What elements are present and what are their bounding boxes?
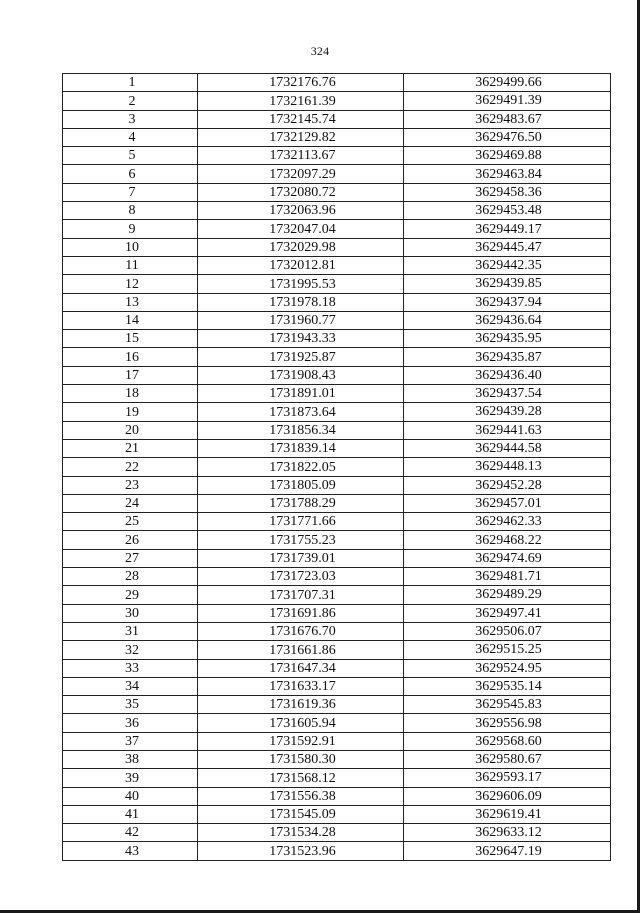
y-coordinate-cell: 3629441.63: [404, 421, 611, 439]
x-coordinate-cell: 1731960.77: [198, 311, 404, 329]
x-coordinate-cell: 1731943.33: [198, 330, 404, 348]
y-coordinate-cell: 3629580.67: [404, 750, 611, 768]
x-coordinate-cell: 1731856.34: [198, 421, 404, 439]
point-number-cell: 39: [63, 769, 198, 787]
table-row: [63, 787, 611, 805]
y-coordinate-cell: 3629439.85: [404, 275, 611, 293]
y-coordinate-cell: 3629489.29: [404, 586, 611, 604]
y-coordinate-cell: 3629633.12: [404, 824, 611, 842]
point-number-cell: 1: [63, 74, 198, 92]
table-row: [63, 385, 611, 403]
table-row: [63, 476, 611, 494]
point-number-cell: 10: [63, 238, 198, 256]
y-coordinate-cell: 3629491.39: [404, 92, 611, 110]
x-coordinate-cell: 1731545.09: [198, 805, 404, 823]
point-number-cell: 2: [63, 92, 198, 110]
y-coordinate-cell: 3629445.47: [404, 238, 611, 256]
point-number-cell: 3: [63, 110, 198, 128]
point-number-cell: 7: [63, 183, 198, 201]
table-row: [63, 568, 611, 586]
point-number-cell: 40: [63, 787, 198, 805]
x-coordinate-cell: 1731633.17: [198, 677, 404, 695]
x-coordinate-cell: 1731605.94: [198, 714, 404, 732]
y-coordinate-cell: 3629506.07: [404, 622, 611, 640]
y-coordinate-cell: 3629435.87: [404, 348, 611, 366]
point-number-cell: 23: [63, 476, 198, 494]
point-number-cell: 33: [63, 659, 198, 677]
point-number-cell: 43: [63, 842, 198, 860]
y-coordinate-cell: 3629568.60: [404, 732, 611, 750]
y-coordinate-cell: 3629439.28: [404, 403, 611, 421]
point-number-cell: 5: [63, 147, 198, 165]
y-coordinate-cell: 3629437.94: [404, 293, 611, 311]
table-row: [63, 824, 611, 842]
table-row: [63, 403, 611, 421]
x-coordinate-cell: 1731723.03: [198, 568, 404, 586]
x-coordinate-cell: 1732029.98: [198, 238, 404, 256]
point-number-cell: 22: [63, 458, 198, 476]
point-number-cell: 19: [63, 403, 198, 421]
x-coordinate-cell: 1732113.67: [198, 147, 404, 165]
table-row: [63, 531, 611, 549]
table-row: [63, 513, 611, 531]
y-coordinate-cell: 3629453.48: [404, 202, 611, 220]
table-row: [63, 165, 611, 183]
table-row: [63, 439, 611, 457]
y-coordinate-cell: 3629468.22: [404, 531, 611, 549]
table-row: [63, 238, 611, 256]
x-coordinate-cell: 1731978.18: [198, 293, 404, 311]
coordinates-table: [62, 73, 611, 861]
table-row: [63, 220, 611, 238]
point-number-cell: 24: [63, 494, 198, 512]
table-row: [63, 202, 611, 220]
table-row: [63, 183, 611, 201]
y-coordinate-cell: 3629448.13: [404, 458, 611, 476]
point-number-cell: 26: [63, 531, 198, 549]
point-number-cell: 9: [63, 220, 198, 238]
table-row: [63, 330, 611, 348]
coordinates-table-body: [63, 74, 611, 861]
x-coordinate-cell: 1731771.66: [198, 513, 404, 531]
y-coordinate-cell: 3629462.33: [404, 513, 611, 531]
point-number-cell: 21: [63, 439, 198, 457]
y-coordinate-cell: 3629481.71: [404, 568, 611, 586]
y-coordinate-cell: 3629647.19: [404, 842, 611, 860]
x-coordinate-cell: 1732047.04: [198, 220, 404, 238]
table-row: [63, 622, 611, 640]
x-coordinate-cell: 1731925.87: [198, 348, 404, 366]
table-row: [63, 842, 611, 860]
table-row: [63, 421, 611, 439]
point-number-cell: 18: [63, 385, 198, 403]
y-coordinate-cell: 3629476.50: [404, 128, 611, 146]
y-coordinate-cell: 3629483.67: [404, 110, 611, 128]
x-coordinate-cell: 1731707.31: [198, 586, 404, 604]
table-row: [63, 769, 611, 787]
x-coordinate-cell: 1731822.05: [198, 458, 404, 476]
y-coordinate-cell: 3629535.14: [404, 677, 611, 695]
y-coordinate-cell: 3629437.54: [404, 385, 611, 403]
point-number-cell: 20: [63, 421, 198, 439]
y-coordinate-cell: 3629469.88: [404, 147, 611, 165]
y-coordinate-cell: 3629444.58: [404, 439, 611, 457]
y-coordinate-cell: 3629499.66: [404, 74, 611, 92]
y-coordinate-cell: 3629524.95: [404, 659, 611, 677]
x-coordinate-cell: 1732161.39: [198, 92, 404, 110]
table-row: [63, 92, 611, 110]
table-row: [63, 311, 611, 329]
point-number-cell: 13: [63, 293, 198, 311]
table-row: [63, 677, 611, 695]
table-row: [63, 714, 611, 732]
table-row: [63, 293, 611, 311]
y-coordinate-cell: 3629515.25: [404, 641, 611, 659]
table-row: [63, 275, 611, 293]
point-number-cell: 16: [63, 348, 198, 366]
x-coordinate-cell: 1731568.12: [198, 769, 404, 787]
point-number-cell: 6: [63, 165, 198, 183]
table-row: [63, 549, 611, 567]
point-number-cell: 31: [63, 622, 198, 640]
y-coordinate-cell: 3629593.17: [404, 769, 611, 787]
x-coordinate-cell: 1732129.82: [198, 128, 404, 146]
table-row: [63, 586, 611, 604]
x-coordinate-cell: 1731580.30: [198, 750, 404, 768]
table-row: [63, 732, 611, 750]
point-number-cell: 34: [63, 677, 198, 695]
y-coordinate-cell: 3629449.17: [404, 220, 611, 238]
table-row: [63, 696, 611, 714]
table-row: [63, 750, 611, 768]
x-coordinate-cell: 1731995.53: [198, 275, 404, 293]
point-number-cell: 8: [63, 202, 198, 220]
y-coordinate-cell: 3629497.41: [404, 604, 611, 622]
point-number-cell: 14: [63, 311, 198, 329]
x-coordinate-cell: 1732080.72: [198, 183, 404, 201]
x-coordinate-cell: 1731839.14: [198, 439, 404, 457]
x-coordinate-cell: 1731661.86: [198, 641, 404, 659]
point-number-cell: 29: [63, 586, 198, 604]
table-row: [63, 366, 611, 384]
x-coordinate-cell: 1731556.38: [198, 787, 404, 805]
y-coordinate-cell: 3629436.64: [404, 311, 611, 329]
x-coordinate-cell: 1731619.36: [198, 696, 404, 714]
x-coordinate-cell: 1731908.43: [198, 366, 404, 384]
point-number-cell: 41: [63, 805, 198, 823]
x-coordinate-cell: 1731739.01: [198, 549, 404, 567]
y-coordinate-cell: 3629463.84: [404, 165, 611, 183]
y-coordinate-cell: 3629545.83: [404, 696, 611, 714]
x-coordinate-cell: 1732176.76: [198, 74, 404, 92]
table-row: [63, 128, 611, 146]
y-coordinate-cell: 3629436.40: [404, 366, 611, 384]
y-coordinate-cell: 3629452.28: [404, 476, 611, 494]
point-number-cell: 11: [63, 256, 198, 274]
point-number-cell: 4: [63, 128, 198, 146]
x-coordinate-cell: 1731534.28: [198, 824, 404, 842]
point-number-cell: 15: [63, 330, 198, 348]
point-number-cell: 35: [63, 696, 198, 714]
y-coordinate-cell: 3629606.09: [404, 787, 611, 805]
y-coordinate-cell: 3629442.35: [404, 256, 611, 274]
table-row: [63, 604, 611, 622]
x-coordinate-cell: 1732097.29: [198, 165, 404, 183]
y-coordinate-cell: 3629435.95: [404, 330, 611, 348]
table-row: [63, 458, 611, 476]
point-number-cell: 30: [63, 604, 198, 622]
point-number-cell: 42: [63, 824, 198, 842]
x-coordinate-cell: 1732063.96: [198, 202, 404, 220]
point-number-cell: 32: [63, 641, 198, 659]
x-coordinate-cell: 1731647.34: [198, 659, 404, 677]
table-row: [63, 641, 611, 659]
y-coordinate-cell: 3629619.41: [404, 805, 611, 823]
point-number-cell: 37: [63, 732, 198, 750]
table-row: [63, 74, 611, 92]
x-coordinate-cell: 1732012.81: [198, 256, 404, 274]
x-coordinate-cell: 1731891.01: [198, 385, 404, 403]
table-row: [63, 494, 611, 512]
table-row: [63, 659, 611, 677]
table-row: [63, 348, 611, 366]
table-row: [63, 147, 611, 165]
x-coordinate-cell: 1731676.70: [198, 622, 404, 640]
y-coordinate-cell: 3629457.01: [404, 494, 611, 512]
point-number-cell: 28: [63, 568, 198, 586]
x-coordinate-cell: 1731805.09: [198, 476, 404, 494]
x-coordinate-cell: 1731755.23: [198, 531, 404, 549]
x-coordinate-cell: 1732145.74: [198, 110, 404, 128]
point-number-cell: 38: [63, 750, 198, 768]
x-coordinate-cell: 1731873.64: [198, 403, 404, 421]
table-row: [63, 110, 611, 128]
point-number-cell: 36: [63, 714, 198, 732]
x-coordinate-cell: 1731523.96: [198, 842, 404, 860]
y-coordinate-cell: 3629474.69: [404, 549, 611, 567]
table-row: [63, 256, 611, 274]
point-number-cell: 17: [63, 366, 198, 384]
y-coordinate-cell: 3629458.36: [404, 183, 611, 201]
point-number-cell: 27: [63, 549, 198, 567]
x-coordinate-cell: 1731691.86: [198, 604, 404, 622]
y-coordinate-cell: 3629556.98: [404, 714, 611, 732]
x-coordinate-cell: 1731592.91: [198, 732, 404, 750]
x-coordinate-cell: 1731788.29: [198, 494, 404, 512]
point-number-cell: 25: [63, 513, 198, 531]
table-row: [63, 805, 611, 823]
page-number: 324: [310, 44, 330, 58]
point-number-cell: 12: [63, 275, 198, 293]
